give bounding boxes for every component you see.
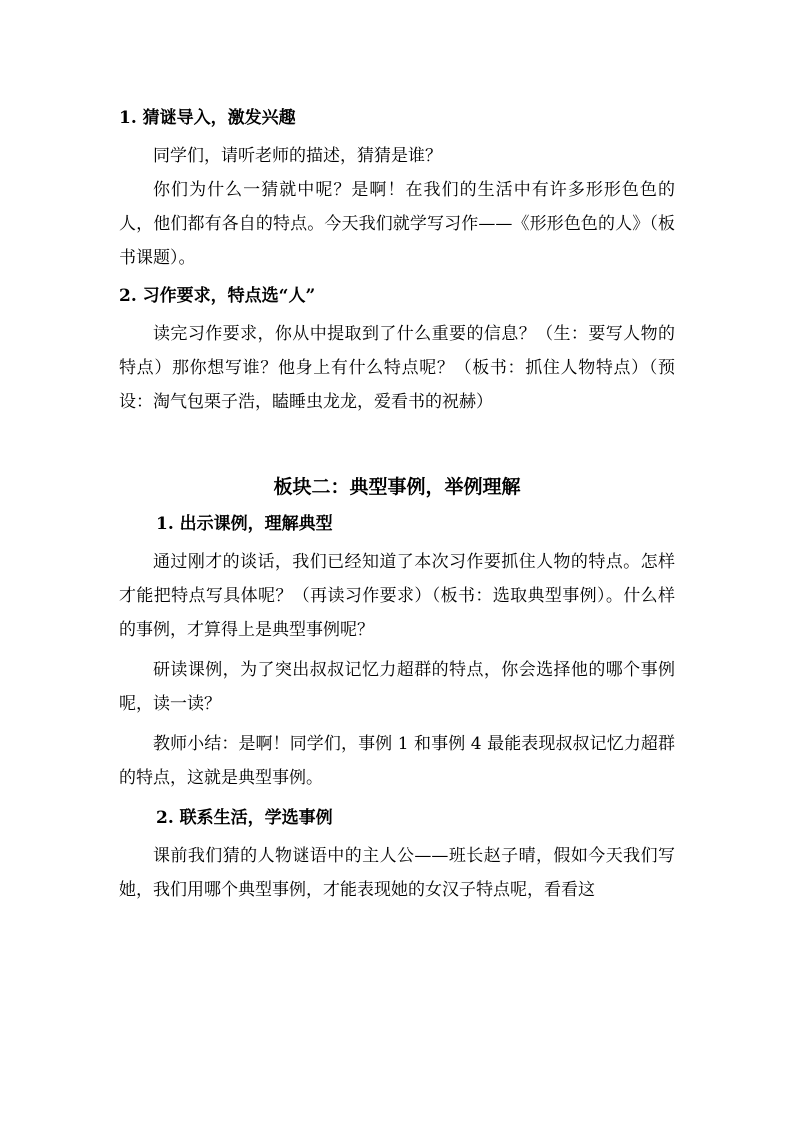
paragraph-listen-guess: 同学们，请听老师的描述，猜猜是谁？ — [153, 146, 442, 166]
section-title-block-two: 板块二：典型事例，举例理解 — [273, 476, 521, 498]
paragraph-typical-example: 通过刚才的谈话，我们已经知道了本次习作要抓住人物的特点。怎样才能把特点写具体呢？（再读习作要求）（板书：选取典型事例）。什么样的事例，才算得上是典型事例呢？ — [119, 552, 675, 640]
heading-show-example: 1. 出示课例，理解典型 — [156, 514, 333, 534]
heading-guess-intro: 1. 猜谜导入，激发兴趣 — [119, 108, 296, 128]
paragraph-read-requirements: 读完习作要求，你从中提取到了什么重要的信息？（生：要写人物的特点）那你想写谁？他身上有什么特点呢？（板书：抓住人物特点）（预设：淘气包栗子浩，瞌睡虫龙龙，爱看书的祝赫） — [119, 324, 675, 412]
heading-writing-requirements: 2. 习作要求，特点选“人” — [119, 286, 316, 306]
document-body — [119, 103, 675, 907]
paragraph-teacher-summary: 教师小结：是啊！同学们，事例 1 和事例 4 最能表现叔叔记忆力超群的特点，这就是典型事例。 — [119, 734, 675, 788]
paragraph-monitor-example: 课前我们猜的人物谜语中的主人公——班长赵子晴，假如今天我们写她，我们用哪个典型事例，才能表现她的女汉子特点呢，看看这 — [119, 846, 675, 900]
paragraph-study-example: 研读课例，为了突出叔叔记忆力超群的特点，你会选择他的哪个事例呢，读一读？ — [119, 660, 675, 714]
heading-connect-life: 2. 联系生活，学选事例 — [156, 808, 333, 828]
paragraph-why-guess: 你们为什么一猜就中呢？是啊！在我们的生活中有许多形形色色的人，他们都有各自的特点。今天我们就学写习作——《形形色色的人》（板书课题）。 — [119, 180, 675, 268]
